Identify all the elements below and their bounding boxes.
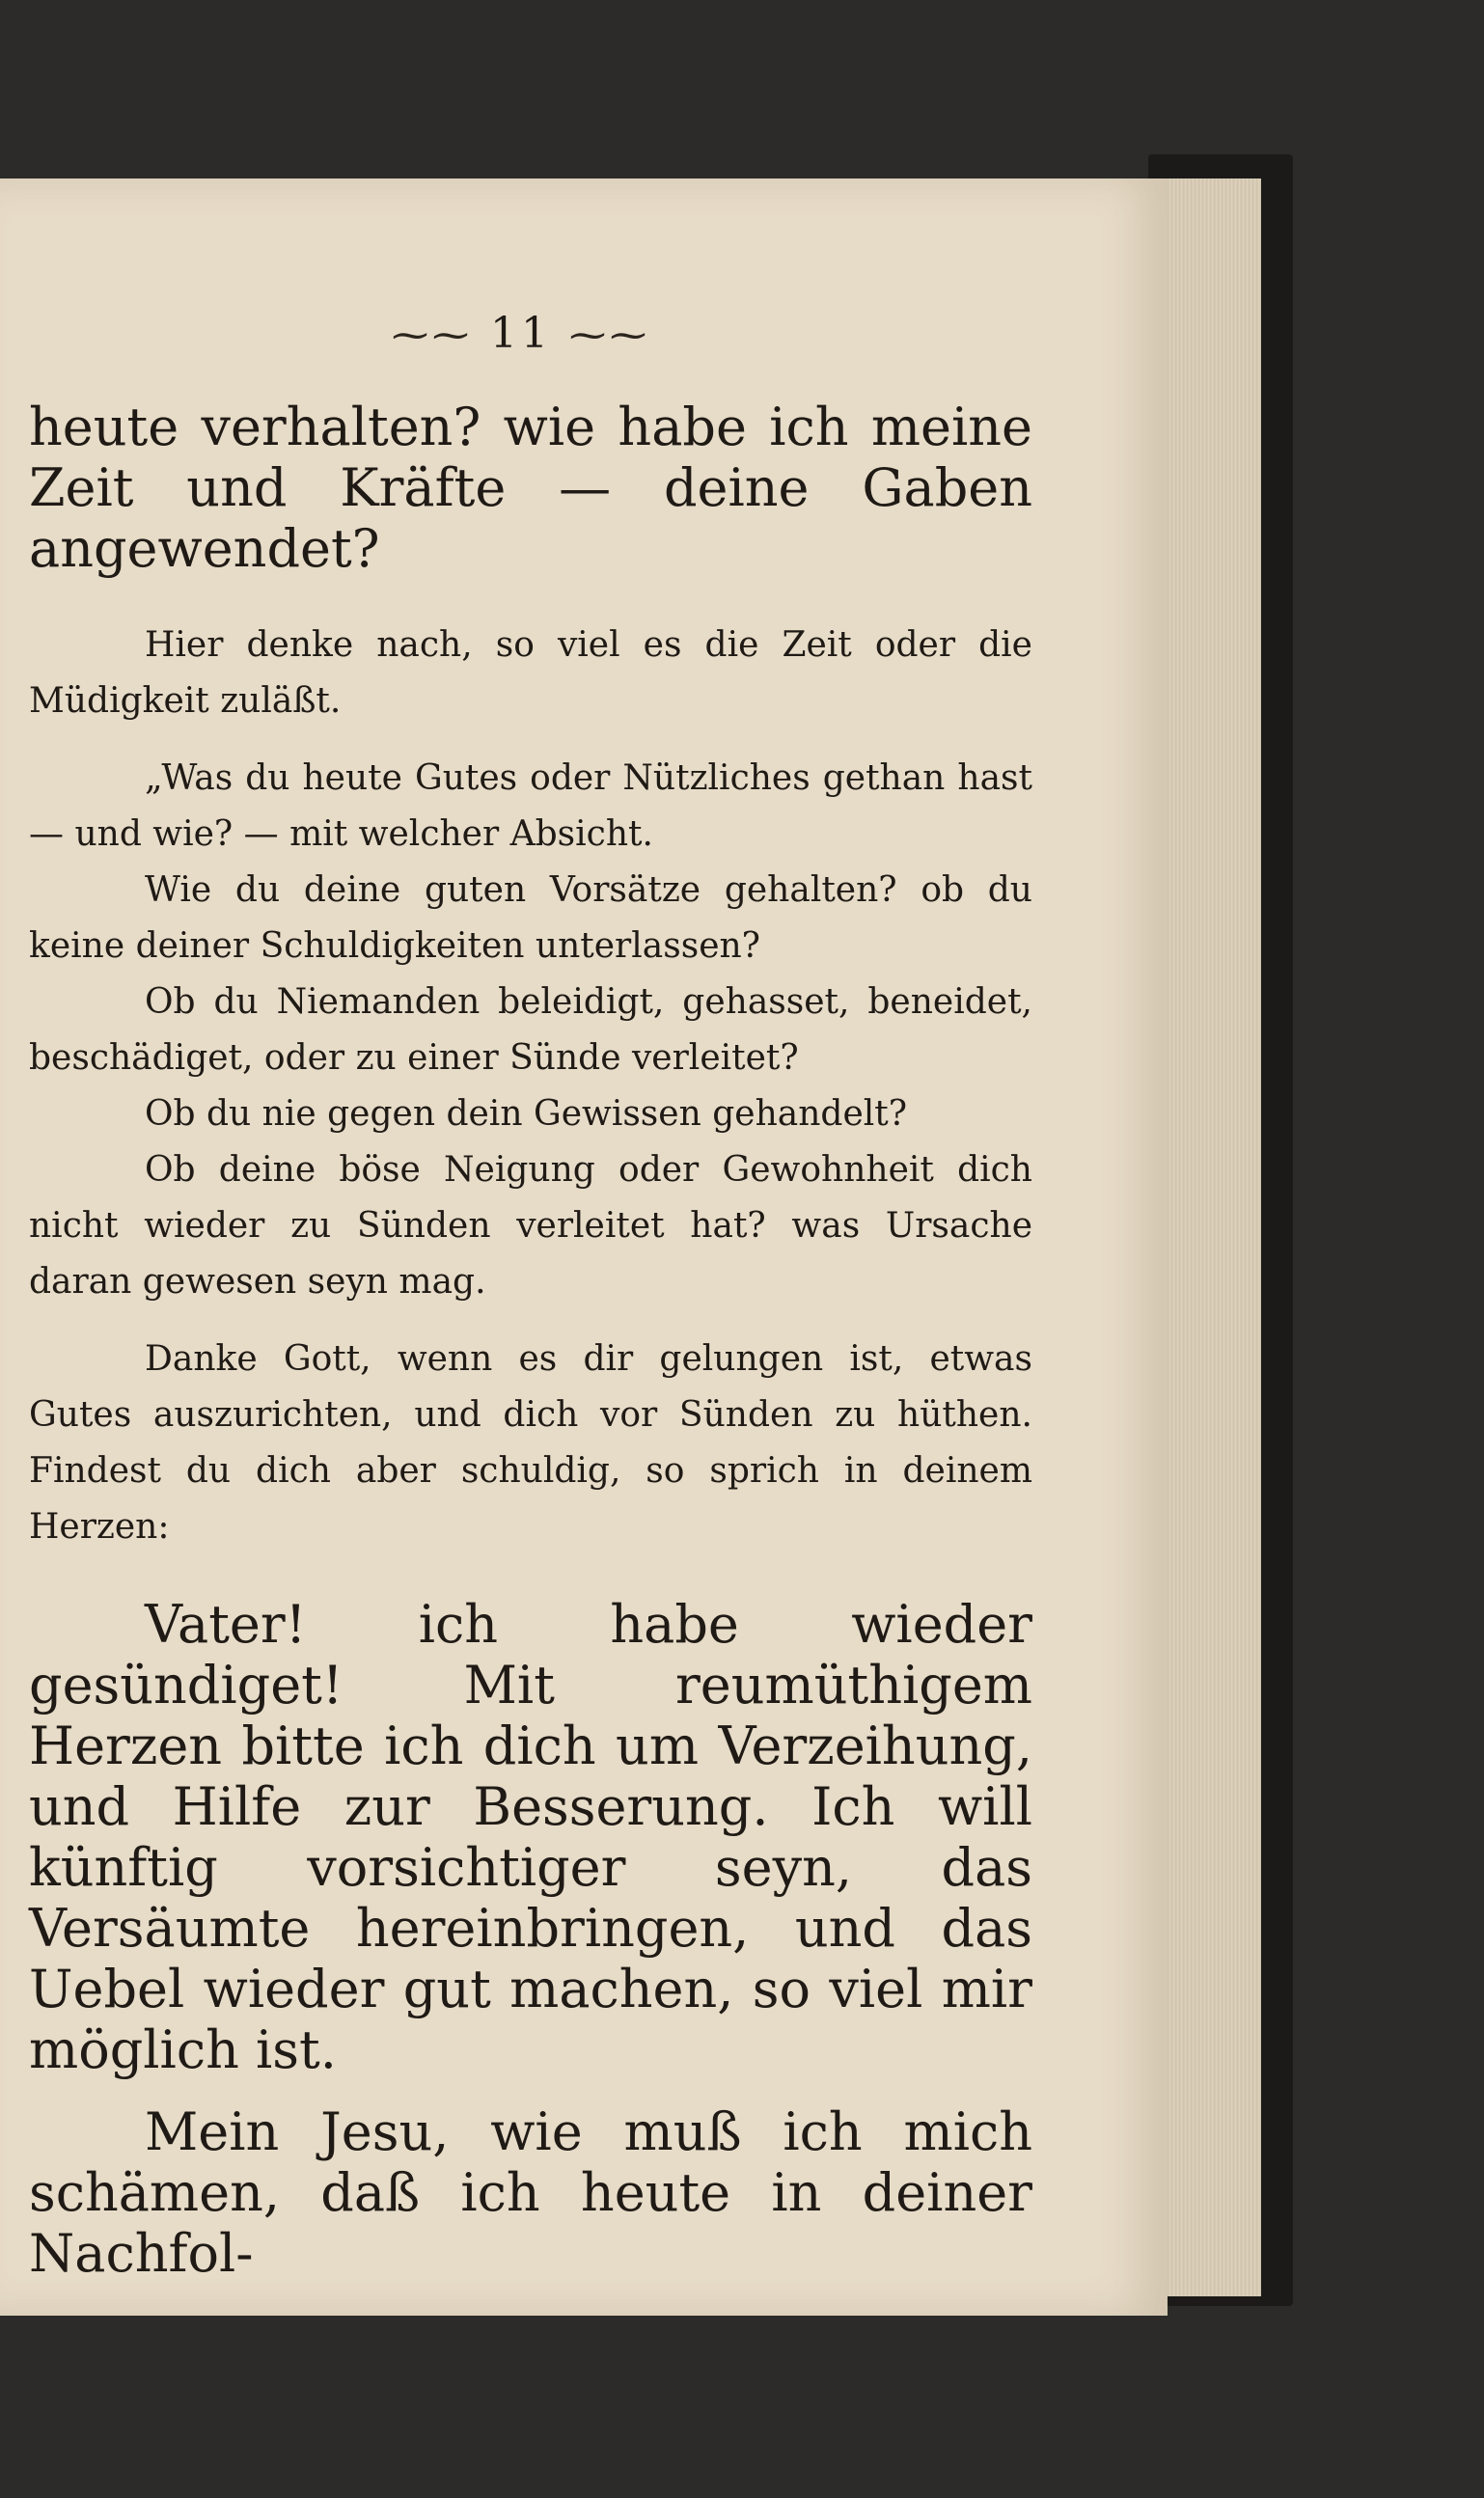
book-page xyxy=(0,178,1168,2316)
page-content xyxy=(29,309,1032,2284)
page-header xyxy=(10,309,1032,358)
page-number: 11 xyxy=(490,309,552,358)
paragraph-5: Ob du Niemanden beleidigt, gehasset, beneidet, beschädiget, oder zu einer Sünde verleitet? xyxy=(29,982,1032,1078)
paragraph-9: Vater! ich habe wieder gesündiget! Mit reumüthigem Herzen bitte ich dich um Verzeihung, und Hilfe zur Besserung. Ich will künftig vorsichtiger seyn, das Versäumte hereinbringen, und das Uebel wieder gut machen, so viel mir möglich ist. xyxy=(29,1594,1032,2080)
paragraph-6: Ob du nie gegen dein Gewissen gehandelt? xyxy=(145,1094,908,1134)
page-edges xyxy=(1153,178,1261,2296)
paragraph-7: Ob deine böse Neigung oder Gewohnheit dich nicht wieder zu Sünden verleitet hat? was Ursache daran gewesen seyn mag. xyxy=(29,1150,1032,1302)
paragraph-4: Wie du deine guten Vorsätze gehalten? ob du keine deiner Schuldigkeiten unterlassen? xyxy=(29,870,1032,966)
paragraph-2: Hier denke nach, so viel es die Zeit oder die Müdigkeit zuläßt. xyxy=(29,625,1032,721)
paragraph-1: heute verhalten? wie habe ich meine Zeit und Kräfte — deine Gaben angewendet? xyxy=(29,397,1032,579)
paragraph-8: Danke Gott, wenn es dir gelungen ist, etwas Gutes auszurichten, und dich vor Sünden zu hüthen. Findest du dich aber schuldig, so sprich in deinem Herzen: xyxy=(29,1339,1032,1547)
paragraph-3: „Was du heute Gutes oder Nützliches gethan hast — und wie? — mit welcher Absicht. xyxy=(29,758,1032,854)
ornament-right: ⁓⁓ xyxy=(569,314,650,356)
paragraph-10: Mein Jesu, wie muß ich mich schämen, daß ich heute in deiner Nachfol- xyxy=(29,2101,1032,2284)
ornament-left: ⁓⁓ xyxy=(392,314,473,356)
